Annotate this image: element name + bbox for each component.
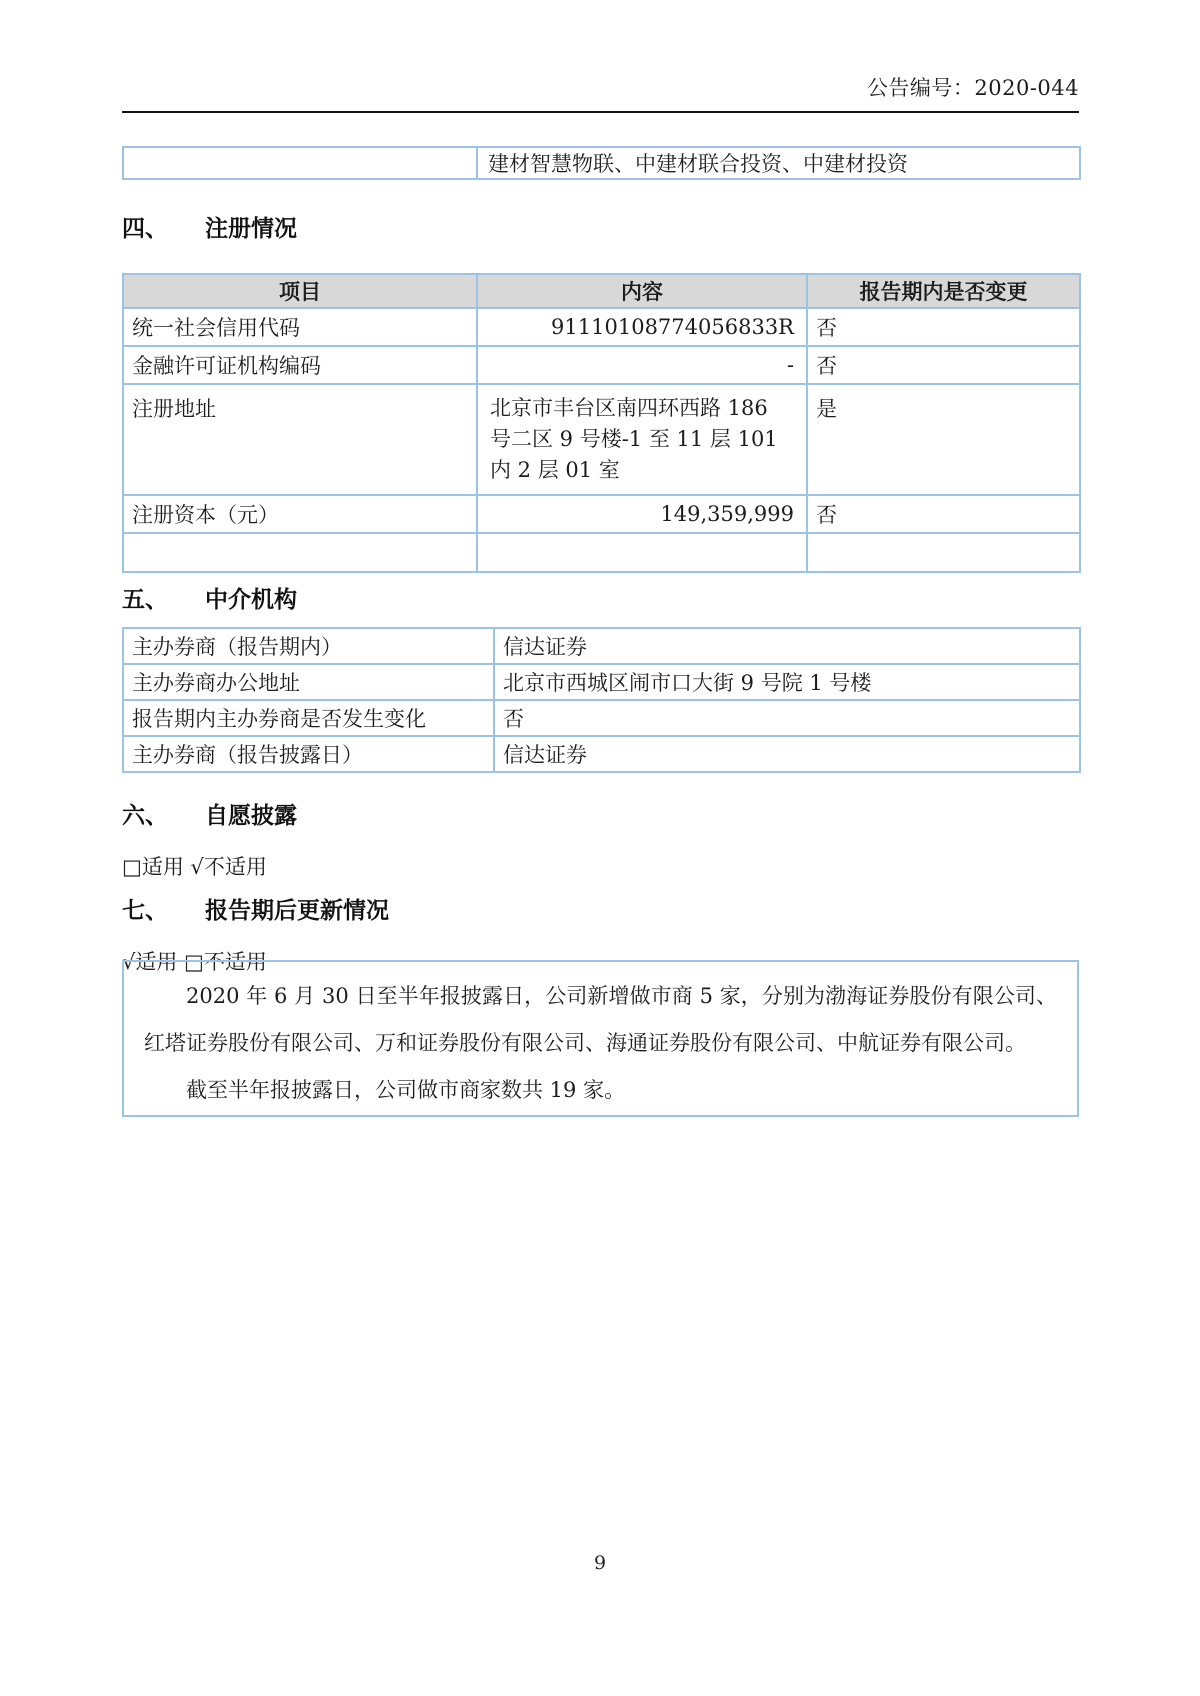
section6-heading: [122, 797, 1079, 830]
col-header-item: 项目: [123, 274, 477, 308]
section5-number: 五、: [122, 586, 168, 612]
row-label: 主办券商（报告期内）: [123, 628, 494, 664]
registration-table: [122, 273, 1081, 573]
table-row: [123, 664, 1080, 700]
table-header-row: [123, 274, 1080, 308]
row-label: 金融许可证机构编码: [123, 346, 477, 384]
section7-heading: [122, 892, 1079, 925]
row-changed: 否: [807, 346, 1080, 384]
section7-applicability: √适用 □不适用: [122, 950, 267, 974]
row-label: 注册资本（元）: [123, 495, 477, 533]
row-label: 主办券商办公地址: [123, 664, 494, 700]
table-row: [123, 628, 1080, 664]
row-changed: [807, 533, 1080, 572]
row-value: 北京市西城区闹市口大街 9 号院 1 号楼: [494, 664, 1080, 700]
table-row: [123, 700, 1080, 736]
section5-title: 中介机构: [205, 586, 297, 612]
row-label: [123, 533, 477, 572]
row-value: [477, 533, 807, 572]
section4-title: 注册情况: [205, 215, 297, 241]
row-value: 149,359,999: [477, 495, 807, 533]
carryover-value-cell: 建材智慧物联、中建材联合投资、中建材投资: [477, 147, 1080, 179]
table-row: [123, 147, 1080, 179]
table-row: [123, 736, 1080, 772]
row-value: 信达证券: [494, 736, 1080, 772]
col-header-content: 内容: [477, 274, 807, 308]
col-header-changed: 报告期内是否变更: [807, 274, 1080, 308]
doc-number: 公告编号：2020-044: [866, 76, 1079, 100]
table-row: [123, 384, 1080, 495]
row-value: 否: [494, 700, 1080, 736]
section6-title: 自愿披露: [205, 802, 297, 828]
row-changed: 否: [807, 495, 1080, 533]
section6-number: 六、: [122, 802, 168, 828]
carryover-table: [122, 146, 1081, 180]
section4-heading: [122, 210, 1079, 243]
intermediary-table: [122, 627, 1081, 773]
update-paragraph: 2020 年 6 月 30 日至半年报披露日，公司新增做市商 5 家，分别为渤海证券股份有限公司、红塔证券股份有限公司、万和证券股份有限公司、海通证券股份有限公司、中航证券有限公司。: [144, 984, 1057, 1055]
section7-number: 七、: [122, 897, 168, 923]
table-row: [123, 346, 1080, 384]
section4-number: 四、: [122, 215, 168, 241]
table-row-empty: [123, 533, 1080, 572]
row-label: 注册地址: [123, 384, 477, 495]
row-label: 统一社会信用代码: [123, 308, 477, 346]
table-row: [123, 495, 1080, 533]
row-value: -: [477, 346, 807, 384]
section7-title: 报告期后更新情况: [205, 897, 389, 923]
page-number: 9: [593, 1552, 607, 1574]
header-rule: [122, 111, 1079, 113]
section6-applicability: □适用 √不适用: [122, 855, 267, 879]
row-label: 主办券商（报告披露日）: [123, 736, 494, 772]
section5-heading: [122, 581, 1079, 614]
row-label: 报告期内主办券商是否发生变化: [123, 700, 494, 736]
row-value: 北京市丰台区南四环西路 186 号二区 9 号楼-1 至 11 层 101 内 2 层 01 室: [477, 384, 807, 495]
section7-update-box: [122, 960, 1079, 1117]
table-row: [123, 308, 1080, 346]
update-paragraph: 截至半年报披露日，公司做市商家数共 19 家。: [186, 1078, 626, 1102]
carryover-empty-cell: [123, 147, 477, 179]
row-value: 信达证券: [494, 628, 1080, 664]
row-changed: 否: [807, 308, 1080, 346]
row-changed: 是: [807, 384, 1080, 495]
row-value: 91110108774056833R: [477, 308, 807, 346]
